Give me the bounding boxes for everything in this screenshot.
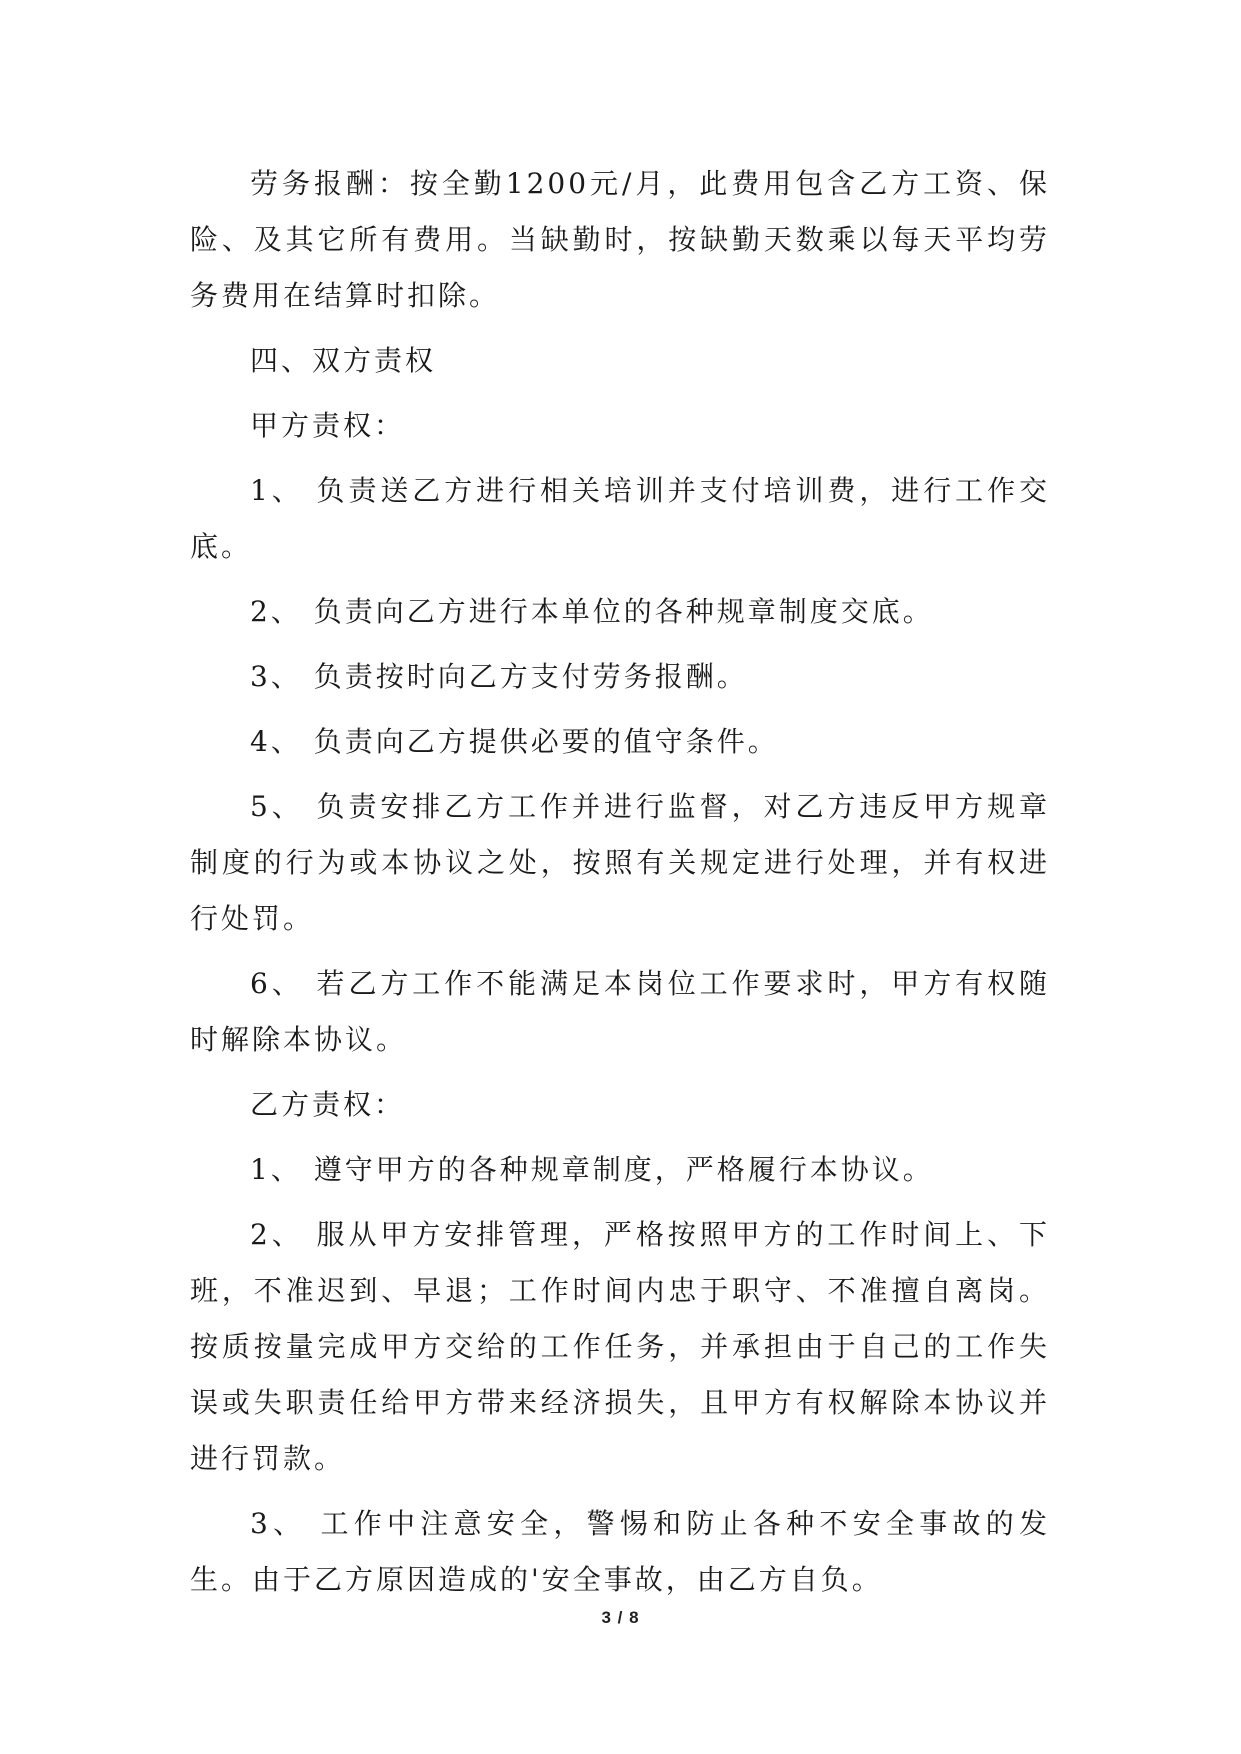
party-b-item-3: 3、 工作中注意安全，警惕和防止各种不安全事故的发生。由于乙方原因造成的'安全事故，由乙方自负。: [190, 1507, 1050, 1596]
party-b-heading: 乙方责权：: [250, 1088, 406, 1121]
party-a-heading: 甲方责权：: [250, 409, 406, 442]
paragraph-remuneration: 劳务报酬：按全勤1200元/月，此费用包含乙方工资、保险、及其它所有费用。当缺勤时，按缺勤天数乘以每天平均劳务费用在结算时扣除。: [190, 167, 1050, 312]
section-heading-rights: 四、双方责权: [250, 344, 437, 377]
party-a-item-2: 2、 负责向乙方进行本单位的各种规章制度交底。: [250, 595, 934, 628]
party-b-item-2: 2、 服从甲方安排管理，严格按照甲方的工作时间上、下班，不准迟到、早退；工作时间内忠于职守、不准擅自离岗。按质按量完成甲方交给的工作任务，并承担由于自己的工作失误或失职责任给甲方带来经济损失，且甲方有权解除本协议并进行罚款。: [190, 1218, 1050, 1475]
party-a-item-1: 1、 负责送乙方进行相关培训并支付培训费，进行工作交底。: [190, 474, 1050, 563]
party-a-item-3: 3、 负责按时向乙方支付劳务报酬。: [250, 660, 748, 693]
page-number: 3 / 8: [601, 1608, 640, 1627]
party-b-item-1: 1、 遵守甲方的各种规章制度，严格履行本协议。: [250, 1153, 934, 1186]
party-a-item-5: 5、 负责安排乙方工作并进行监督，对乙方违反甲方规章制度的行为或本协议之处，按照有关规定进行处理，并有权进行处罚。: [190, 790, 1050, 935]
document-body: [190, 156, 1050, 1617]
party-a-item-4: 4、 负责向乙方提供必要的值守条件。: [250, 725, 779, 758]
party-a-item-6: 6、 若乙方工作不能满足本岗位工作要求时，甲方有权随时解除本协议。: [190, 967, 1050, 1056]
